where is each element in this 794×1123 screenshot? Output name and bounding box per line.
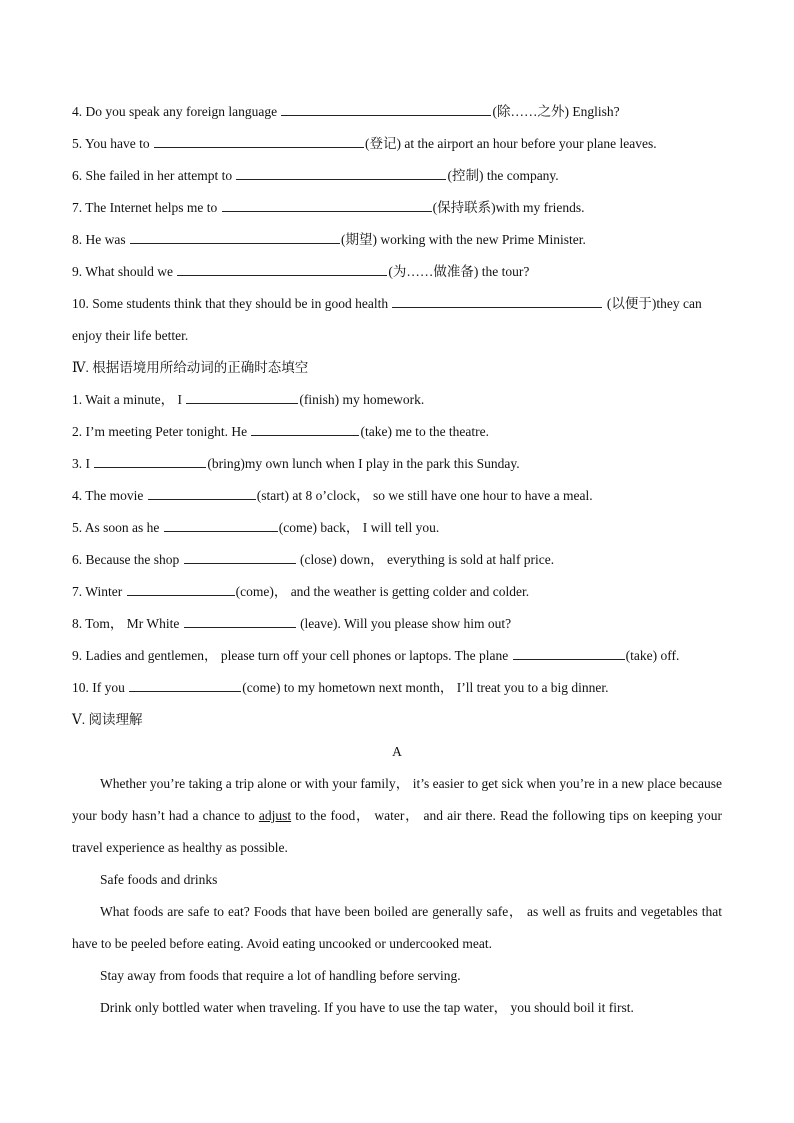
exercise-item xyxy=(72,192,722,224)
item-text: What should we xyxy=(85,264,173,279)
exercise-item xyxy=(72,384,722,416)
item-text: You have to xyxy=(85,136,150,151)
item-number: 6. xyxy=(72,168,83,183)
item-hint: (come) to my hometown next month， I’ll treat you to a big dinner. xyxy=(242,680,609,695)
exercise-item xyxy=(72,512,722,544)
item-text: Winter xyxy=(85,584,123,599)
item-number: 4. xyxy=(72,488,83,503)
paragraph-text: to the food， water， and air there. Read the following tips on keeping your travel experience as healthy as possible. xyxy=(72,808,723,855)
item-text: Tom， Mr White xyxy=(85,616,180,631)
exercise-item xyxy=(72,288,722,320)
answer-blank[interactable] xyxy=(129,673,241,692)
item-hint: (登记) at the airport an hour before your plane leaves. xyxy=(365,136,657,151)
answer-blank[interactable] xyxy=(251,417,359,436)
item-hint: (close) down， everything is sold at half price. xyxy=(299,552,555,567)
exercise-item xyxy=(72,576,722,608)
passage-paragraph xyxy=(72,768,722,864)
passage-subheading: Safe foods and drinks xyxy=(100,872,218,887)
item-hint: (come)， and the weather is getting colder and colder. xyxy=(235,584,530,599)
item-number: 7. xyxy=(72,200,83,215)
exercise-item xyxy=(72,480,722,512)
exercise-item xyxy=(72,416,722,448)
answer-blank[interactable] xyxy=(184,545,296,564)
exercise-item xyxy=(72,544,722,576)
passage-paragraph: Stay away from foods that require a lot of handling before serving. xyxy=(100,968,461,983)
item-text: If you xyxy=(92,680,125,695)
item-hint: (take) off. xyxy=(625,648,680,663)
answer-blank[interactable] xyxy=(94,449,206,468)
item-number: 10. xyxy=(72,680,89,695)
item-hint: (bring)my own lunch when I play in the park this Sunday. xyxy=(207,456,520,471)
item-number: 7. xyxy=(72,584,83,599)
item-number: 1. xyxy=(72,392,83,407)
item-number: 10. xyxy=(72,296,89,311)
item-number: 5. xyxy=(72,136,83,151)
item-text: Because the shop xyxy=(85,552,180,567)
item-text: Some students think that they should be in good health xyxy=(92,296,389,311)
item-number: 2. xyxy=(72,424,83,439)
item-hint: (leave). Will you please show him out? xyxy=(300,616,512,631)
item-number: 6. xyxy=(72,552,83,567)
exercise-item xyxy=(72,160,722,192)
section-title: Ⅴ. 阅读理解 xyxy=(72,712,143,727)
item-hint: (为……做准备) the tour? xyxy=(388,264,530,279)
answer-blank[interactable] xyxy=(186,385,298,404)
exercise-item xyxy=(72,448,722,480)
item-text: I’m meeting Peter tonight. He xyxy=(85,424,248,439)
answer-blank[interactable] xyxy=(184,609,296,628)
answer-blank[interactable] xyxy=(392,289,602,308)
worksheet-page xyxy=(72,96,722,1024)
item-text: The movie xyxy=(85,488,144,503)
item-text: She failed in her attempt to xyxy=(85,168,233,183)
item-hint: (以便于)they can xyxy=(606,296,702,311)
item-number: 3. xyxy=(72,456,83,471)
exercise-item xyxy=(72,224,722,256)
item-text: enjoy their life better. xyxy=(72,328,189,343)
item-number: 9. xyxy=(72,648,83,663)
item-hint: (期望) working with the new Prime Minister. xyxy=(341,232,586,247)
answer-blank[interactable] xyxy=(130,225,340,244)
answer-blank[interactable] xyxy=(177,257,387,276)
answer-blank[interactable] xyxy=(222,193,432,212)
answer-blank[interactable] xyxy=(281,97,491,116)
answer-blank[interactable] xyxy=(513,641,625,660)
exercise-item xyxy=(72,608,722,640)
item-hint: (come) back， I will tell you. xyxy=(278,520,440,535)
item-number: 8. xyxy=(72,616,83,631)
passage-paragraph: What foods are safe to eat? Foods that have been boiled are generally safe， as well as fruits and vegetables that have to be peeled before eating. Avoid eating uncooked or undercooked meat. xyxy=(72,904,722,951)
item-hint: (除……之外) English? xyxy=(492,104,620,119)
exercise-item xyxy=(72,256,722,288)
passage-label: A xyxy=(392,744,402,759)
item-number: 5. xyxy=(72,520,83,535)
item-hint: (take) me to the theatre. xyxy=(360,424,490,439)
passage-paragraph: Drink only bottled water when traveling. If you have to use the tap water， you should boil it first. xyxy=(100,1000,634,1015)
item-number: 8. xyxy=(72,232,83,247)
item-text: Do you speak any foreign language xyxy=(85,104,278,119)
item-number: 9. xyxy=(72,264,83,279)
item-hint: (控制) the company. xyxy=(447,168,559,183)
item-text: As soon as he xyxy=(84,520,160,535)
answer-blank[interactable] xyxy=(236,161,446,180)
exercise-item xyxy=(72,96,722,128)
section-title: Ⅳ. 根据语境用所给动词的正确时态填空 xyxy=(72,360,309,375)
item-text: Wait a minute， I xyxy=(85,392,183,407)
paragraph-text: Whether you’re taking a trip alone or with your family， it’s easier to get sick when you’re in a new place because your body hasn’t had a chance to xyxy=(72,776,722,823)
underlined-word: adjust xyxy=(258,808,292,823)
exercise-item xyxy=(72,128,722,160)
item-text: Ladies and gentlemen， please turn off your cell phones or laptops. The plane xyxy=(85,648,509,663)
item-text: I xyxy=(85,456,90,471)
answer-blank[interactable] xyxy=(154,129,364,148)
answer-blank[interactable] xyxy=(148,481,256,500)
exercise-item-continuation xyxy=(72,320,722,352)
exercise-item xyxy=(72,640,722,672)
answer-blank[interactable] xyxy=(127,577,235,596)
answer-blank[interactable] xyxy=(164,513,278,532)
item-hint: (finish) my homework. xyxy=(299,392,425,407)
item-text: The Internet helps me to xyxy=(85,200,218,215)
item-hint: (start) at 8 o’clock， so we still have one hour to have a meal. xyxy=(256,488,593,503)
exercise-item xyxy=(72,672,722,704)
item-hint: (保持联系)with my friends. xyxy=(432,200,585,215)
item-number: 4. xyxy=(72,104,83,119)
item-text: He was xyxy=(85,232,126,247)
